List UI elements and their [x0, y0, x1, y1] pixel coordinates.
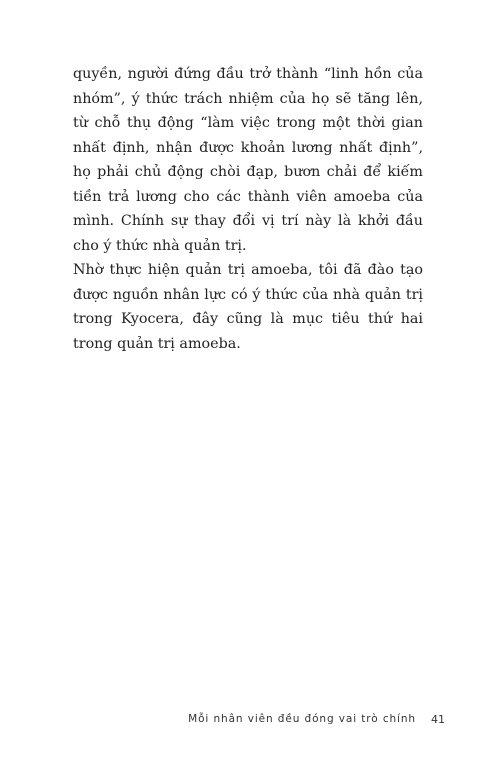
page-footer: [0, 713, 491, 731]
running-title: Mỗi nhân viên đều đóng vai trò chính: [188, 713, 416, 725]
paragraph-continued: quyền, người đứng đầu trở thành “linh hồn của nhóm”, ý thức trách nhiệm của họ sẽ tăng lên, từ chỗ thụ động “làm việc trong một thời gian nhất định, nhận được khoản lương nhất định”, họ phải chủ động chòi đạp, bươn chải để kiếm tiền trả lương cho các thành viên amoeba của mình. Chính sự thay đổi vị trí này là khởi đầu cho ý thức nhà quản trị.: [73, 66, 423, 254]
paragraph: Nhờ thực hiện quản trị amoeba, tôi đã đào tạo được nguồn nhân lực có ý thức của nhà quản trị trong Kyocera, đây cũng là mục tiêu thứ hai trong quản trị amoeba.: [73, 262, 423, 352]
body-text: [73, 62, 423, 356]
page-number: 41: [431, 713, 445, 726]
